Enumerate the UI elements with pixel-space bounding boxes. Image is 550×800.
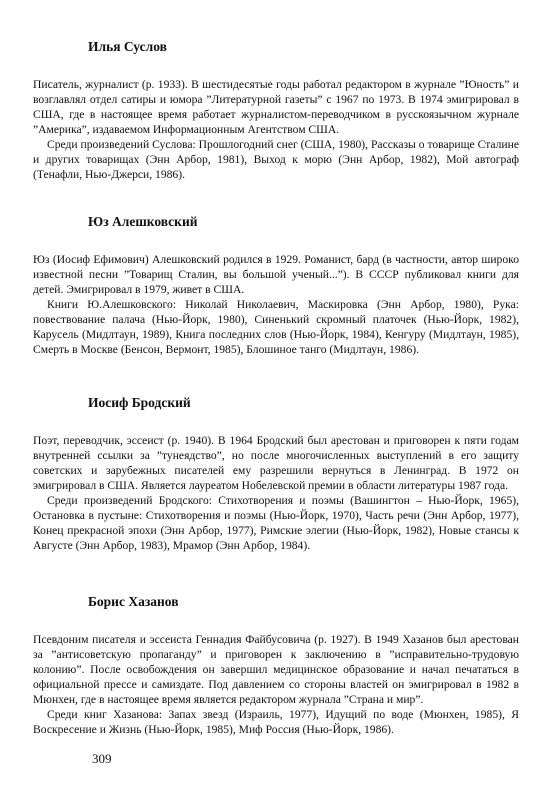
author-entry-brodsky [33, 395, 519, 553]
author-heading: Иосиф Бродский [88, 395, 191, 410]
works-paragraph: Среди произведений Бродского: Стихотворения и поэмы (Вашингтон – Нью-Йорк, 1965), Остановка в пустыне: Стихотворения и поэмы (Нью-Йорк, 1970), Часть речи (Энн Арбор, 1977), Конец прекрасной эпохи (Энн Арбор, 1977), Римские элегии (Нью-Йорк, 1982), Новые стансы к Августе (Энн Арбор, 1983), Мрамор (Энн Арбор, 1984). [33, 494, 519, 552]
works-paragraph: Книги Ю.Алешковского: Николай Николаевич, Маскировка (Энн Арбор, 1980), Рука: повествование палача (Нью-Йорк, 1980), Синенький скромный платочек (Нью-Йорк, 1982), Карусель (Мидлтаун, 1989), Книга последних слов (Нью-Йорк, 1984), Кенгуру (Мидлтаун, 1985), Смерть в Москве (Бенсон, Вермонт, 1985), Блошиное танго (Мидлтаун, 1986). [33, 298, 519, 356]
biography-paragraph: Писатель, журналист (р. 1933). В шестидесятые годы работал редактором в журнале ”Юность” и возглавлял отдел сатиры и юмора ”Литературной газеты” с 1967 по 1973. В 1974 эмигрировал в США, где в настоящее время работает журналистом-переводчиком в русскоязычном журнале ”Америка”, издаваемом Информационным Агентством США. [33, 78, 519, 136]
author-heading: Юз Алешковский [88, 214, 198, 229]
works-paragraph: Среди произведений Суслова: Прошлогодний снег (США, 1980), Рассказы о товарище Сталине и других товарищах (Энн Арбор, 1981), Выход к морю (Энн Арбор, 1982), Мой автограф (Тенафли, Нью-Джерси, 1986). [33, 138, 519, 181]
author-entry-khazanov [33, 594, 519, 737]
biography-paragraph: Псевдоним писателя и эссеиста Геннадия Файбусовича (р. 1927). В 1949 Хазанов был арестован за ”антисоветскую пропаганду” и приговорен к заключению в ”исправительно-трудовую колонию”. После освобождения он завершил медицинское образование и начал печататься в официальной прессе и самиздате. Под давлением со стороны властей он эмигрировал в 1982 в Мюнхен, где в настоящее время является редактором журнала ”Страна и мир”. [33, 633, 519, 706]
biography-paragraph: Поэт, переводчик, эссеист (р. 1940). В 1964 Бродский был арестован и приговорен к пяти годам внутренней ссылки за ”тунеядство”, но после многочисленных выступлений в его защиту советских и зарубежных писателей ему разрешили вернуться в Ленинград. В 1972 он эмигрировал в США. Является лауреатом Нобелевской премии в области литературы 1987 года. [33, 434, 519, 492]
author-entry-aleshkovsky [33, 214, 519, 357]
document-page [33, 30, 519, 737]
author-heading: Илья Суслов [88, 39, 167, 54]
works-paragraph: Среди книг Хазанова: Запах звезд (Израиль, 1977), Идущий по воде (Мюнхен, 1985), Я Воскресение и Жизнь (Нью-Йорк, 1985), Миф Россия (Нью-Йорк, 1986). [33, 708, 519, 736]
page-number: 309 [92, 751, 112, 766]
author-heading: Борис Хазанов [88, 594, 179, 609]
biography-paragraph: Юз (Иосиф Ефимович) Алешковский родился в 1929. Романист, бард (в частности, автор широко известной песни ”Товарищ Сталин, вы большой ученый...”). В СССР публиковал книги для детей. Эмигрировал в 1979, живет в США. [33, 253, 519, 296]
author-entry-suslov [33, 39, 519, 182]
